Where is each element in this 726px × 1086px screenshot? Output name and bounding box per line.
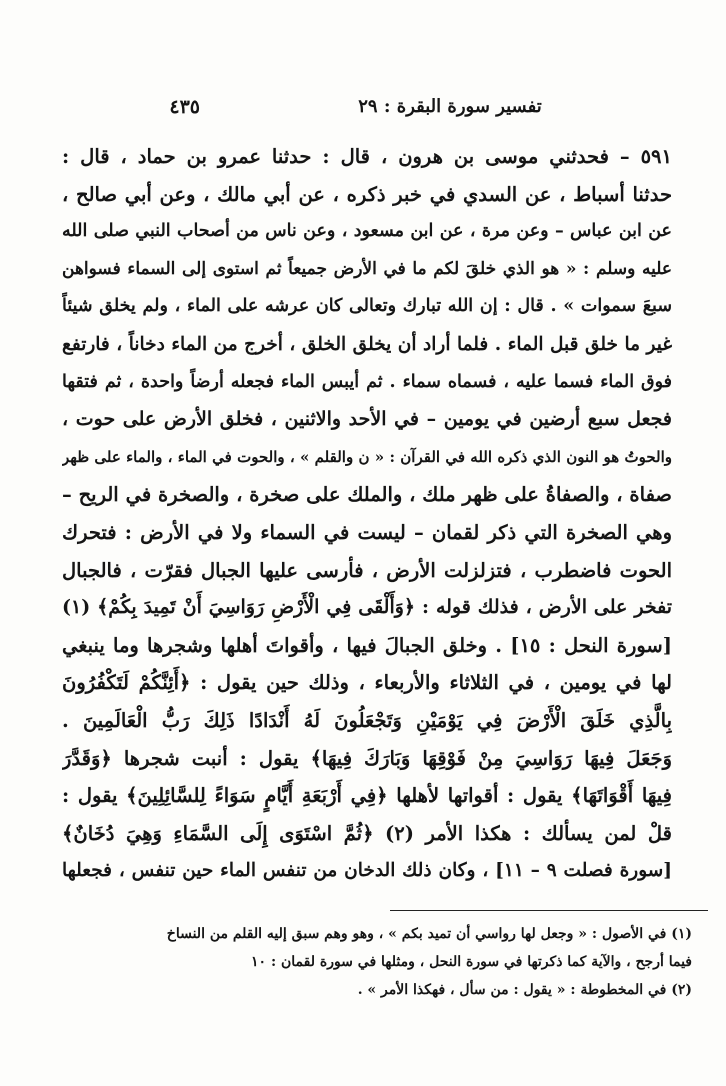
footnote-line: (٢) في المخطوطة : « يقول : من سأل ، فهكذا الأمر » .: [357, 982, 692, 998]
text-line: صفاة ، والصفاةُ على ظهر ملك ، والملك على صخرة ، والصخرة في الريح –: [62, 483, 672, 507]
footnote-line: فيما أرجح ، والآية كما ذكرتها في سورة النحل ، ومثلها في سورة لقمان : ١٠: [251, 954, 692, 970]
text-line: لها في يومين ، في الثلاثاء والأربعاء ، وذلك حين يقول : ﴿أَئِنَّكُمْ لَتَكْفُرُونَ: [62, 671, 672, 695]
text-line: ٥٩١ – فحدثني موسى بن هرون ، قال : حدثنا عمرو بن حماد ، قال :: [62, 145, 672, 168]
text-line: بِالَّذِي خَلَقَ الْأَرْضَ فِي يَوْمَيْنِ وَتَجْعَلُونَ لَهُ أَنْدَادًا ذَلِكَ رَبُّ الْعَالَمِينَ .: [62, 708, 672, 732]
footnote-line: (١) في الأصول : « وجعل لها رواسي أن تميد بكم » ، وهو وهم سبق إليه القلم من النساخ: [166, 926, 692, 942]
text-line: [سورة النحل : ١٥] . وخلق الجبالَ فيها ، وأقواتَ أهلها وشجرها وما ينبغي: [62, 633, 672, 657]
text-line: عن ابن عباس – وعن مرة ، عن ابن مسعود ، وعن ناس من أصحاب النبي صلى الله: [62, 221, 672, 242]
text-line: غير ما خلق قبل الماء . فلما أراد أن يخلق الخلق ، أخرج من الماء دخاناً ، فارتفع: [62, 333, 672, 355]
page-header: [0, 96, 726, 126]
footnotes: [62, 920, 692, 1004]
text-line: تفخر على الأرض ، فذلك قوله : ﴿وَأَلْقَى فِي الْأَرْضِ رَوَاسِيَ أَنْ تَمِيدَ بِكُمْ﴾ (١): [62, 596, 672, 619]
text-line: فوق الماء فسما عليه ، فسماه سماء . ثم أيبس الماء فجعله أرضاً واحدة ، ثم فتقها: [62, 371, 672, 392]
text-line: فِيهَا أَقْوَاتَهَا﴾ يقول : أقواتها لأهلها ﴿فِي أَرْبَعَةِ أَيَّامٍ سَوَاءً لِلسَّائِلِينَ﴾ يقول :: [62, 784, 672, 808]
text-line: وهي الصخرة التي ذكر لقمان – ليست في السماء ولا في الأرض : فتحرك: [62, 520, 672, 544]
text-line: عليه وسلم : « هو الذي خلقَ لكم ما في الأرض جميعاً ثم استوى إلى السماء فسواهن: [62, 258, 672, 279]
running-title: تفسير سورة البقرة : ٢٩: [358, 96, 542, 117]
text-line: [سورة فصلت ٩ – ١١] ، وكان ذلك الدخان من تنفس الماء حين تنفس ، فجعلها: [62, 860, 672, 882]
text-line: وَجَعَلَ فِيهَا رَوَاسِيَ مِنْ فَوْقِهَا وَبَارَكَ فِيهَا﴾ يقول : أنبت شجرها ﴿وَقَدَّرَ: [62, 746, 672, 770]
text-line: سبعَ سموات » . قال : إن الله تبارك وتعالى كان عرشه على الماء ، ولم يخلق شيئاً: [62, 296, 672, 317]
text-line: والحوتُ هو النون الذي ذكره الله في القرآن : « ن والقلم » ، والحوت في الماء ، والماء على ظهر: [62, 447, 672, 466]
text-line: الحوت فاضطرب ، فتزلزلت الأرض ، فأرسى عليها الجبال فقرّت ، فالجبال: [62, 558, 672, 582]
main-text: [62, 138, 672, 890]
text-line: فجعل سبع أرضين في يومين – في الأحد والاثنين ، فخلق الأرض على حوت ،: [62, 408, 672, 431]
footnote-separator: [390, 910, 708, 911]
text-line: حدثنا أسباط ، عن السدي في خبر ذكره ، عن أبي مالك ، وعن أبي صالح ،: [62, 182, 672, 206]
page-number: ٤٣٥: [169, 96, 200, 118]
text-line: قلْ لمن يسألك : هكذا الأمر (٢) ﴿ثُمَّ اسْتَوَى إِلَى السَّمَاءِ وَهِيَ دُخَانٌ﴾: [62, 821, 672, 845]
